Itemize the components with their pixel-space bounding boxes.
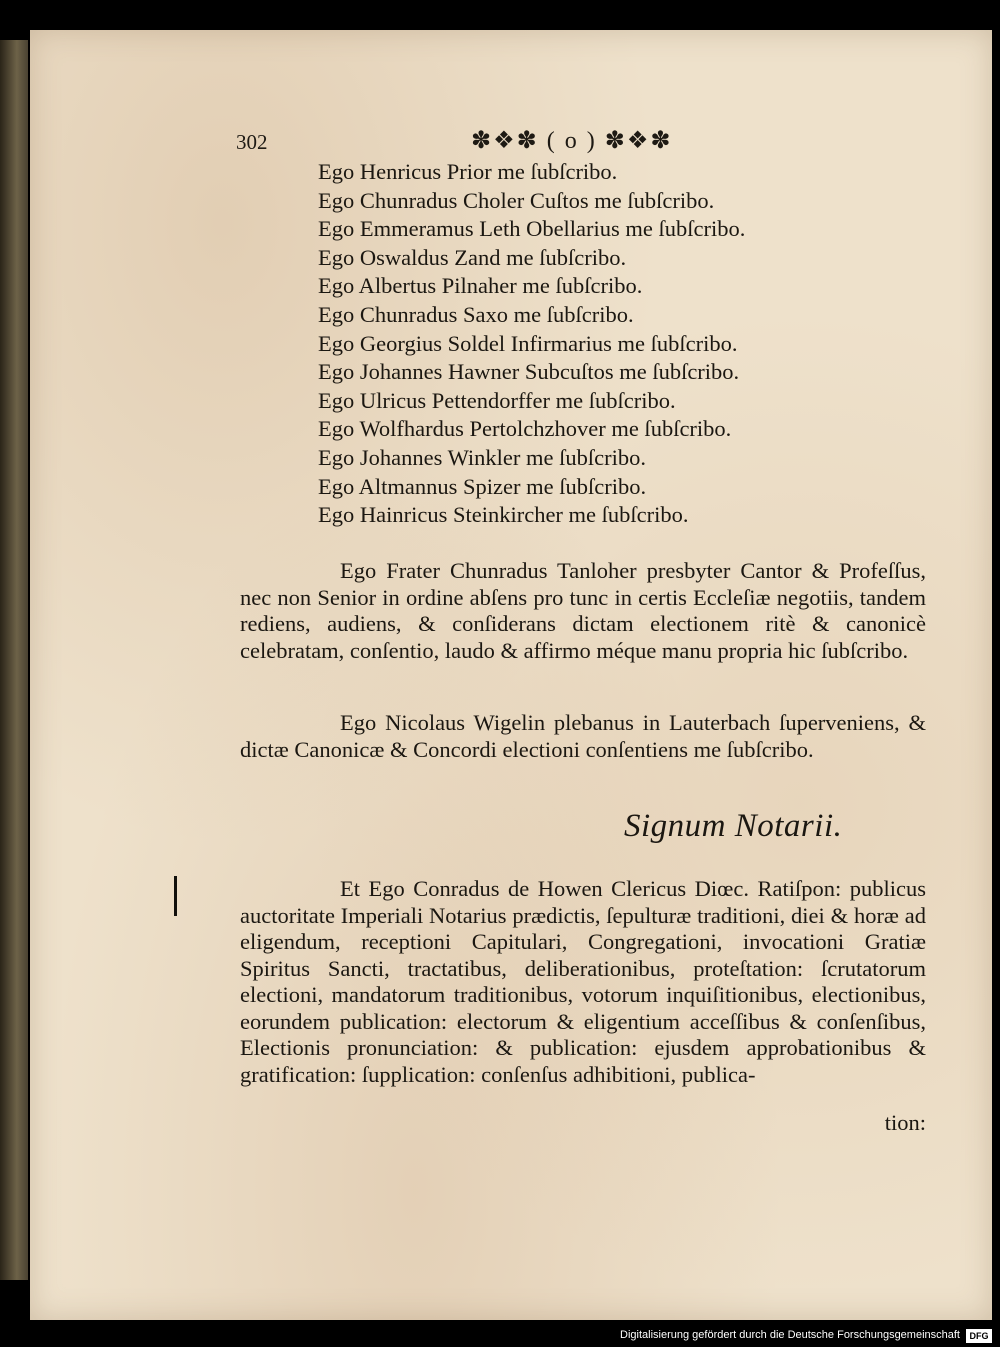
- signature-line: Ego Johannes Hawner Subcuſtos me ſubſcribo.: [318, 359, 740, 385]
- signature-line: Ego Emmeramus Leth Obellarius me ſubſcribo.: [318, 216, 746, 242]
- signature-line: Ego Wolfhardus Pertolchzhover me ſubſcribo.: [318, 416, 732, 442]
- page-number: 302: [236, 130, 268, 154]
- page-header: [236, 126, 936, 160]
- signature-list: [318, 158, 878, 530]
- catchword: tion:: [884, 1110, 926, 1135]
- signature-line: Ego Albertus Pilnaher me ſubſcribo.: [318, 273, 643, 299]
- signature-line: Ego Georgius Soldel Infirmarius me ſubſcribo.: [318, 330, 738, 356]
- signature-line: Ego Altmannus Spizer me ſubſcribo.: [318, 473, 647, 499]
- section-heading: Signum Notarii.: [624, 808, 843, 844]
- signature-line: Ego Ulricus Pettendorffer me ſubſcribo.: [318, 387, 676, 413]
- signature-line: Ego Hainricus Steinkircher me ſubſcribo.: [318, 502, 689, 528]
- signature-line: Ego Johannes Winkler me ſubſcribo.: [318, 444, 646, 470]
- footer-bar: [0, 1326, 1000, 1347]
- signature-line: Ego Chunradus Saxo me ſubſcribo.: [318, 301, 634, 327]
- footer-credit: Digitalisierung gefördert durch die Deutsche Forschungsgemeinschaft: [620, 1329, 960, 1341]
- dfg-logo: DFG: [966, 1329, 992, 1343]
- book-spine: [0, 40, 28, 1280]
- signature-line: Ego Oswaldus Zand me ſubſcribo.: [318, 244, 627, 270]
- paragraph-wigelin: Ego Nicolaus Wigelin plebanus in Lauterbach ſuperveniens, & dictæ Canonicæ & Concordi electioni conſentiens me ſubſcribo.: [240, 710, 926, 762]
- paragraph-notary: Et Ego Conradus de Howen Clericus Diœc. Ratiſpon: publicus auctoritate Imperiali Notarius prædictis, ſepulturæ traditioni, diei & horæ ad eligendum, receptioni Capitulari, Congregationi, invocationi Gratiæ Spiritus Sancti, tractatibus, deliberationibus, proteſtation: ſcrutatorum electioni, mandatorum traditionibus, votorum inquiſitionibus, electionibus, eorundem publication: electorum & eligentium acceſſibus & conſenſibus, Electionis pronunciation: & publication: ejusdem approbationibus & gratification: ſupplication: conſenſus adhibitioni, publica-: [240, 876, 926, 1087]
- signature-line: Ego Henricus Prior me ſubſcribo.: [318, 159, 618, 184]
- running-head-ornament: ✽❖✽ ( o ) ✽❖✽: [471, 128, 673, 154]
- signature-line: Ego Chunradus Choler Cuſtos me ſubſcribo.: [318, 187, 715, 213]
- margin-mark: [174, 876, 177, 916]
- paragraph-tanloher: Ego Frater Chunradus Tanloher presbyter Cantor & Profeſſus, nec non Senior in ordine abſens pro tunc in certis Eccleſiæ negotiis, tandem rediens, audiens, & conſiderans dictam electionem ritè & canonicè celebratam, conſentio, laudo & affirmo méque manu propria hic ſubſcribo.: [240, 558, 926, 663]
